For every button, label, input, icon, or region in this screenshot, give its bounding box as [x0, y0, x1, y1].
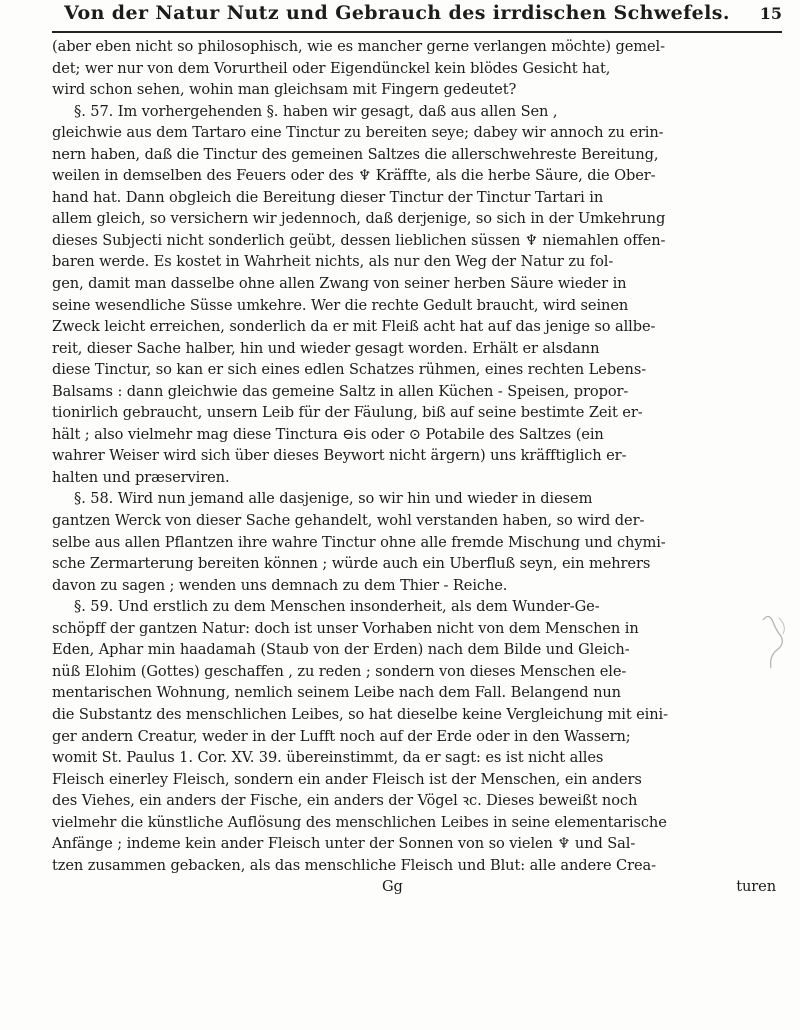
- text-line: gantzen Werck von dieser Sache gehandelt, wohl verstanden haben, so wird der-: [52, 512, 645, 530]
- text-line: tionirlich gebraucht, unsern Leib für der Fäulung, biß auf seine bestimte Zeit er-: [52, 404, 643, 422]
- text-line: wird schon sehen, wohin man gleichsam mit Fingern gedeutet?: [52, 81, 517, 99]
- body-text: [52, 36, 788, 898]
- text-line: mentarischen Wohnung, nemlich seinem Leibe nach dem Fall. Belangend nun: [52, 684, 621, 702]
- text-line: davon zu sagen ; wenden uns demnach zu dem Thier - Reiche.: [52, 576, 508, 594]
- text-line: vielmehr die künstliche Auflösung des menschlichen Leibes in seine elementarische: [52, 813, 667, 831]
- text-line: wahrer Weiser wird sich über dieses Beywort nicht ärgern) uns kräfftiglich er-: [52, 447, 627, 465]
- text-line: diese Tinctur, so kan er sich eines edlen Schatzes rühmen, eines rechten Lebens-: [52, 361, 647, 379]
- running-title: Von der Natur Nutz und Gebrauch des irrdischen Schwefels.: [64, 2, 730, 24]
- text-line: tzen zusammen gebacken, als das menschliche Fleisch und Blut: alle andere Crea-: [52, 856, 656, 874]
- text-line: hand hat. Dann obgleich die Bereitung dieser Tinctur der Tinctur Tartari in: [52, 188, 604, 206]
- text-line: §. 58. Wird nun jemand alle dasjenige, so wir hin und wieder in diesem: [74, 490, 593, 508]
- text-line: selbe aus allen Pflantzen ihre wahre Tinctur ohne alle fremde Mischung und chymi-: [52, 533, 666, 551]
- text-line: baren werde. Es kostet in Wahrheit nichts, als nur den Weg der Natur zu fol-: [52, 253, 614, 271]
- text-line: §. 59. Und erstlich zu dem Menschen insonderheit, als dem Wunder-Ge-: [74, 598, 600, 616]
- text-line: §. 57. Im vorhergehenden §. haben wir gesagt, daß aus allen Sen ,: [74, 102, 558, 120]
- text-line: nern haben, daß die Tinctur des gemeinen Saltzes die allerschwehreste Bereitung,: [52, 145, 659, 163]
- text-line: (aber eben nicht so philosophisch, wie es mancher gerne verlangen möchte) gemel-: [52, 38, 665, 55]
- catchword: turen: [736, 878, 776, 896]
- text-line: des Viehes, ein anders der Fische, ein anders der Vögel ꝛc. Dieses beweißt noch: [52, 792, 638, 810]
- text-line: womit St. Paulus 1. Cor. XV. 39. übereinstimmt, da er sagt: es ist nicht alles: [52, 749, 604, 767]
- text-line: sche Zermarterung bereiten können ; würde auch ein Uberfluß seyn, ein mehrers: [52, 555, 651, 573]
- page-number: 15: [759, 4, 782, 23]
- text-line: det; wer nur von dem Vorurtheil oder Eigendünckel kein blödes Gesicht hat,: [52, 59, 611, 77]
- text-line: weilen in demselben des Feuers oder des ♆ Kräffte, als die herbe Säure, die Ober-: [52, 167, 656, 185]
- text-line: gen, damit man dasselbe ohne allen Zwang von seiner herben Säure wieder in: [52, 275, 627, 293]
- text-line: Zweck leicht erreichen, sonderlich da er mit Fleiß acht hat auf das jenige so allbe-: [52, 318, 656, 336]
- text-line: die Substantz des menschlichen Leibes, so hat dieselbe keine Vergleichung mit eini-: [52, 705, 668, 723]
- text-line: Fleisch einerley Fleisch, sondern ein ander Fleisch ist der Menschen, ein anders: [52, 770, 642, 788]
- text-line: seine wesendliche Süsse umkehre. Wer die rechte Gedult braucht, wird seinen: [52, 296, 629, 314]
- text-line: Eden, Aphar min haadamah (Staub von der Erden) nach dem Bilde und Gleich-: [52, 641, 630, 659]
- text-line: Balsams : dann gleichwie das gemeine Saltz in allen Küchen - Speisen, propor-: [52, 382, 629, 400]
- text-line: dieses Subjecti nicht sonderlich geübt, dessen lieblichen süssen ♆ niemahlen offen-: [52, 231, 666, 249]
- text-line: reit, dieser Sache halber, hin und wieder gesagt worden. Erhält er alsdann: [52, 339, 600, 357]
- text-line: allem gleich, so versichern wir jedennoch, daß derjenige, so sich in der Umkehrung: [52, 210, 666, 228]
- text-line: hält ; also vielmehr mag diese Tinctura ⊖is oder ⊙ Potabile des Saltzes (ein: [52, 425, 604, 443]
- text-line: Anfänge ; indeme kein ander Fleisch unter der Sonnen von so vielen ♆ und Sal-: [52, 835, 636, 853]
- text-line: schöpff der gantzen Natur: doch ist unser Vorhaben nicht von dem Menschen in: [52, 619, 639, 637]
- signature-mark: Gg: [382, 878, 403, 896]
- text-line: nüß Elohim (Gottes) geschaffen , zu reden ; sondern von dieses Menschen ele-: [52, 662, 627, 680]
- text-line: gleichwie aus dem Tartaro eine Tinctur zu bereiten seye; dabey wir annoch zu erin-: [52, 124, 664, 142]
- text-line: [52, 876, 788, 898]
- text-line: ger andern Creatur, weder in der Lufft noch auf der Erde oder in den Wassern;: [52, 727, 631, 745]
- header-rule: [52, 31, 782, 33]
- text-line: halten und præserviren.: [52, 468, 230, 486]
- page-header: [52, 2, 782, 28]
- margin-scribble-icon: [757, 610, 793, 680]
